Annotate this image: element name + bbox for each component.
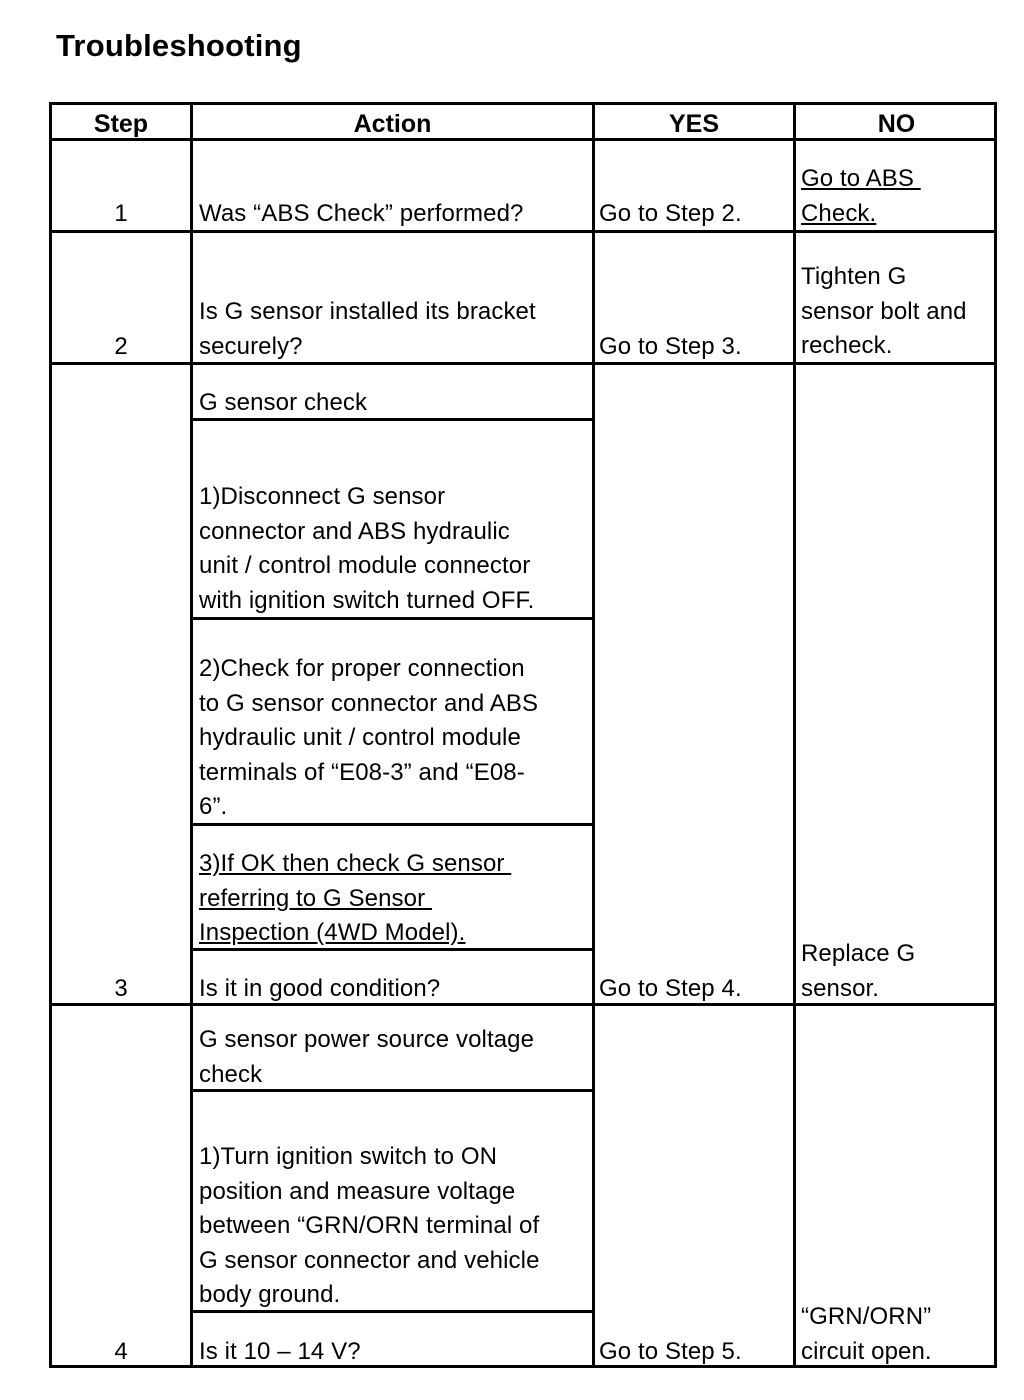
header-no: NO xyxy=(877,110,916,138)
step-number: 2 xyxy=(114,333,128,360)
action-step-text: 1)Turn ignition switch to ON position and measure voltage between “GRN/ORN terminal of G sensor connector and vehicle body ground. xyxy=(199,1143,540,1308)
abs-check-link[interactable]: Go to ABS xyxy=(801,165,921,192)
page-title: Troubleshooting xyxy=(56,28,302,63)
column-divider xyxy=(592,105,595,1365)
no-text: “GRN/ORN” circuit open. xyxy=(801,1303,932,1365)
header-yes: YES xyxy=(668,110,720,138)
action-step-text: 1)Disconnect G sensor connector and ABS hydraulic unit / control module connector with ignition switch turned OFF. xyxy=(199,483,535,614)
step-number: 4 xyxy=(114,1338,128,1365)
yes-text: Go to Step 4. xyxy=(599,975,742,1002)
yes-text: Go to Step 5. xyxy=(599,1338,742,1365)
step-number: 3 xyxy=(114,975,128,1002)
no-text: Tighten G sensor bolt and recheck. xyxy=(801,263,967,359)
g-sensor-inspection-link[interactable]: 3)If OK then check G sensor referring to G Sensor Inspection (4WD Model). xyxy=(199,850,512,946)
yes-text: Go to Step 2. xyxy=(599,200,742,227)
header-step: Step xyxy=(93,110,149,138)
action-text: Is G sensor installed its bracket securely? xyxy=(199,298,536,360)
column-divider xyxy=(793,105,796,1365)
step-number: 1 xyxy=(114,200,128,227)
no-text: Replace G sensor. xyxy=(801,940,916,1002)
action-text: Was “ABS Check” performed? xyxy=(199,200,524,227)
yes-text: Go to Step 3. xyxy=(599,333,742,360)
no-text xyxy=(801,162,921,231)
column-divider xyxy=(190,105,193,1365)
action-step-text: 2)Check for proper connection to G sensor connector and ABS hydraulic unit / control module terminals of “E08-3” and “E08- 6”. xyxy=(199,655,539,820)
action-heading: G sensor power source voltage check xyxy=(199,1026,535,1088)
header-action: Action xyxy=(353,110,432,138)
action-heading: G sensor check xyxy=(199,389,368,416)
action-question: Is it 10 – 14 V? xyxy=(199,1338,361,1365)
action-question: Is it in good condition? xyxy=(199,975,441,1002)
abs-check-link[interactable]: Check. xyxy=(801,199,877,227)
troubleshooting-table xyxy=(49,102,997,1368)
